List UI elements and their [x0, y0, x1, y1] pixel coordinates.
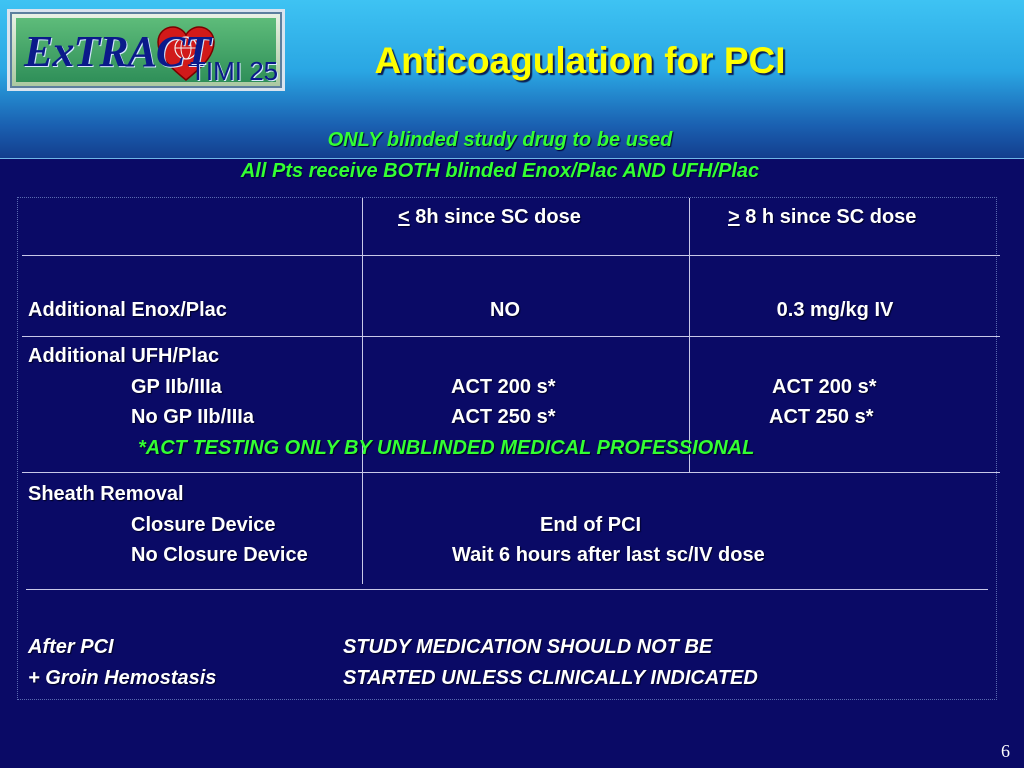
page-number: 6	[1001, 741, 1010, 761]
header-col1	[398, 206, 581, 229]
row-divider	[26, 589, 988, 590]
column-divider	[362, 198, 363, 584]
ufh-gp-col1: ACT 200 s*	[451, 376, 556, 398]
enox-label: Additional Enox/Plac	[28, 299, 227, 321]
after-pci-label-1: After PCI	[28, 636, 114, 658]
logo-brand-text: ExTRACT	[24, 27, 211, 76]
sheath-noclosure-label: No Closure Device	[131, 544, 308, 566]
row-divider	[22, 472, 1000, 473]
ufh-nogp-label: No GP IIb/IIIa	[131, 406, 254, 428]
ufh-gp-col2: ACT 200 s*	[772, 376, 877, 398]
subtitle-line-1: ONLY blinded study drug to be used	[327, 129, 673, 151]
ufh-nogp-col1: ACT 250 s*	[451, 406, 556, 428]
extract-timi-logo	[7, 9, 285, 91]
header-col2	[728, 206, 916, 229]
enox-col1: NO	[490, 299, 520, 321]
after-pci-text-1: STUDY MEDICATION SHOULD NOT BE	[343, 636, 713, 658]
sheath-closure-label: Closure Device	[131, 514, 276, 536]
enox-col2: 0.3 mg/kg IV	[776, 299, 894, 321]
row-divider	[22, 336, 1000, 337]
ufh-label: Additional UFH/Plac	[28, 345, 220, 367]
after-pci-text-2: STARTED UNLESS CLINICALLY INDICATED	[343, 667, 758, 689]
after-pci-label-2: + Groin Hemostasis	[28, 667, 217, 689]
header-col2-text: 8 h since SC dose	[739, 206, 917, 228]
column-divider	[689, 198, 690, 472]
header-col1-text: 8h since SC dose	[409, 206, 581, 228]
greater-than-symbol: >	[728, 206, 740, 228]
less-than-symbol: <	[398, 206, 410, 228]
sheath-closure-value: End of PCI	[540, 514, 642, 536]
sheath-noclosure-value: Wait 6 hours after last sc/IV dose	[452, 544, 765, 566]
ufh-gp-label: GP IIb/IIIa	[131, 376, 222, 398]
ufh-nogp-col2: ACT 250 s*	[769, 406, 874, 428]
slide-title: Anticoagulation for PCI	[374, 40, 786, 81]
row-divider	[22, 255, 1000, 256]
sheath-label: Sheath Removal	[28, 483, 184, 505]
logo-sub-text: TIMI 25	[190, 56, 279, 86]
subtitle-line-2: All Pts receive BOTH blinded Enox/Plac AND UFH/Plac	[240, 160, 760, 182]
act-testing-note: *ACT TESTING ONLY BY UNBLINDED MEDICAL PROFESSIONAL	[138, 437, 755, 459]
